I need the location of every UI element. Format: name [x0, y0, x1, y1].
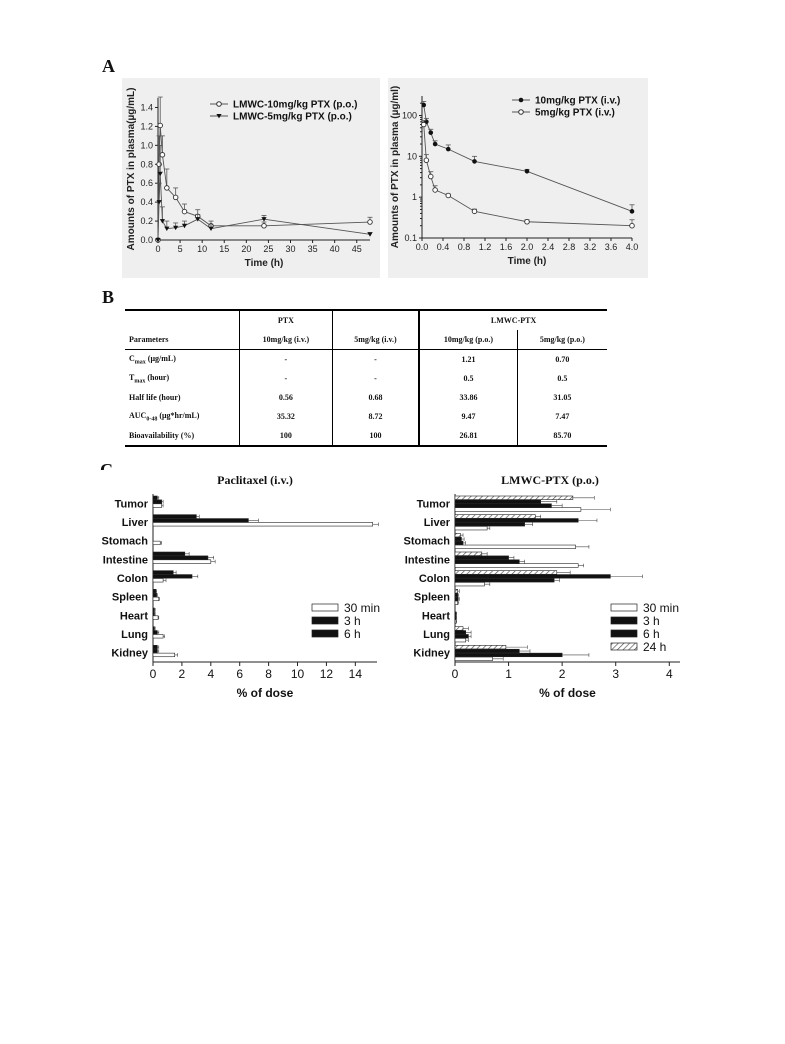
y-tick-label: 1.4: [140, 102, 153, 113]
table-cell: -: [332, 350, 419, 370]
y-tick-label: 0.0: [140, 235, 153, 245]
bar: [455, 564, 578, 568]
bar: [153, 500, 162, 504]
bar: [455, 589, 458, 593]
x-tick-label: 1.6: [499, 242, 513, 252]
bar: [153, 612, 154, 616]
chart-biodist-iv-svg: [100, 470, 390, 720]
bar: [153, 571, 173, 575]
bar: [153, 589, 156, 593]
table-cell: 100: [240, 426, 333, 446]
bar: [153, 634, 163, 638]
x-tick-label: 45: [351, 244, 362, 254]
data-point: [472, 209, 477, 214]
bar: [455, 522, 525, 526]
bar: [153, 631, 157, 635]
data-point: [208, 227, 213, 231]
bar: [455, 508, 581, 512]
chart-biodist-po: [395, 470, 695, 720]
legend-label: 6 h: [344, 627, 361, 641]
data-point: [160, 153, 165, 158]
x-tick-label: 12: [319, 667, 334, 681]
table-cell: 100: [332, 426, 419, 446]
table-cell: 31.05: [517, 388, 607, 407]
data-point: [472, 159, 477, 164]
y-tick-label: 10: [406, 151, 417, 162]
series-line: [424, 125, 632, 226]
legend-swatch: [312, 604, 338, 611]
col-header-ptx-10: 10mg/kg (i.v.): [240, 330, 333, 350]
bar: [153, 616, 158, 620]
x-tick-label: 5: [177, 244, 183, 254]
category-label: Heart: [119, 610, 148, 623]
legend-swatch: [611, 630, 637, 637]
legend-marker: [519, 98, 524, 103]
col-header-parameters: Parameters: [125, 330, 240, 350]
category-label: Stomach: [403, 535, 450, 548]
table-row-label: [125, 407, 240, 426]
row-label-text: AUC: [129, 410, 147, 420]
legend-label: 24 h: [643, 640, 667, 654]
category-label: Liver: [423, 517, 450, 529]
table-row-label: [125, 350, 240, 370]
bar: [153, 496, 157, 500]
category-label: Kidney: [111, 647, 148, 660]
bar: [455, 593, 458, 597]
bar: [455, 597, 458, 601]
bar: [455, 638, 466, 642]
data-point: [428, 174, 433, 179]
data-point: [262, 224, 267, 229]
table-cell: 0.68: [332, 388, 419, 407]
series-line: [158, 174, 370, 240]
bar: [153, 519, 248, 523]
bar: [153, 556, 208, 560]
bar: [153, 627, 154, 631]
bar: [153, 560, 211, 564]
x-tick-label: 3: [612, 667, 620, 681]
bar: [455, 519, 578, 523]
x-tick-label: 3.2: [583, 242, 597, 252]
y-tick-label: 0.1: [404, 233, 417, 243]
chart-pk-iv: [388, 78, 648, 278]
data-point: [433, 142, 438, 147]
bar: [153, 608, 154, 612]
bar: [455, 500, 541, 504]
bar: [455, 571, 557, 575]
bar: [153, 578, 163, 582]
bar: [455, 575, 610, 579]
bar: [153, 597, 159, 601]
col-header-lmwc-5: 5mg/kg (p.o.): [517, 330, 607, 350]
data-point: [173, 195, 178, 200]
bar: [455, 504, 551, 508]
x-tick-label: 0: [451, 667, 459, 681]
data-point: [424, 158, 429, 163]
x-tick-label: 30: [285, 244, 296, 254]
table-cell: 0.70: [517, 350, 607, 370]
row-label-unit: (hour): [145, 372, 170, 382]
x-tick-label: 0.0: [415, 242, 429, 252]
data-point: [421, 103, 426, 108]
legend-label: 3 h: [344, 614, 361, 628]
x-tick-label: 4.0: [625, 242, 639, 252]
table-cell: -: [332, 369, 419, 388]
x-tick-label: 1: [505, 667, 512, 681]
data-point: [630, 223, 635, 228]
data-point: [446, 147, 451, 152]
bar: [153, 649, 157, 653]
legend-marker: [217, 102, 222, 107]
x-tick-label: 20: [241, 244, 252, 254]
x-tick-label: 40: [329, 244, 340, 254]
bar: [455, 526, 487, 530]
table-cell: -: [240, 369, 333, 388]
bar: [455, 631, 466, 635]
x-tick-label: 4: [665, 667, 673, 681]
bar: [153, 575, 192, 579]
row-label-text: C: [129, 353, 135, 363]
data-point: [158, 123, 163, 128]
bar: [455, 634, 468, 638]
data-point: [157, 162, 162, 167]
category-label: Tumor: [416, 498, 450, 511]
legend-label: LMWC-10mg/kg PTX (p.o.): [233, 99, 358, 111]
series-line: [424, 105, 632, 211]
y-tick-label: 1: [411, 192, 417, 203]
row-label-unit: (μg/mL): [145, 353, 176, 363]
bar: [153, 593, 157, 597]
bar: [455, 616, 456, 620]
category-label: Colon: [116, 573, 148, 585]
table-cell: 0.5: [419, 369, 517, 388]
bar: [153, 541, 160, 545]
bar: [153, 645, 157, 649]
x-tick-label: 2.8: [562, 242, 576, 252]
bar: [153, 653, 175, 657]
bar: [455, 545, 576, 549]
bar: [455, 533, 460, 537]
x-tick-label: 25: [263, 244, 274, 254]
data-point: [433, 188, 438, 193]
data-point: [368, 220, 373, 225]
data-point: [525, 219, 530, 224]
col-header-ptx-5: 5mg/kg (i.v.): [332, 330, 419, 350]
y-tick-label: 0.8: [140, 159, 153, 170]
table-cell: 85.70: [517, 426, 607, 446]
category-label: Stomach: [101, 535, 148, 548]
x-tick-label: 10: [197, 244, 208, 254]
y-tick-label: 1.0: [140, 140, 153, 151]
y-tick-label: 1.2: [140, 121, 153, 132]
data-point: [367, 232, 372, 236]
category-label: Lung: [121, 629, 148, 641]
table-cell: 26.81: [419, 426, 517, 446]
data-point: [446, 193, 451, 198]
x-tick-label: 2.0: [520, 242, 534, 252]
bar: [455, 537, 461, 541]
category-label: Lung: [423, 629, 450, 641]
category-label: Liver: [121, 517, 148, 529]
group-header-empty: [332, 310, 419, 330]
legend-label: 10mg/kg PTX (i.v.): [535, 95, 621, 107]
legend-label: 30 min: [643, 601, 680, 615]
bar: [455, 620, 456, 624]
table-row-label: [125, 426, 240, 446]
row-label-sub: max: [134, 359, 146, 366]
chart-title: LMWC-PTX (p.o.): [501, 473, 599, 487]
bar: [455, 496, 573, 500]
legend-swatch: [611, 617, 637, 624]
col-header-lmwc-10: 10mg/kg (p.o.): [419, 330, 517, 350]
bar: [455, 627, 463, 631]
category-label: Spleen: [111, 591, 148, 604]
legend-swatch: [312, 617, 338, 624]
bar: [455, 649, 519, 653]
x-tick-label: 2: [178, 667, 186, 681]
legend-swatch: [611, 604, 637, 611]
row-label-unit: (μg*hr/mL): [157, 410, 200, 420]
bar: [455, 612, 456, 616]
table-cell: 7.47: [517, 407, 607, 426]
category-label: Kidney: [413, 647, 450, 660]
bar: [455, 515, 535, 519]
legend-label: LMWC-5mg/kg PTX (p.o.): [233, 111, 352, 123]
bar: [455, 645, 506, 649]
data-point: [630, 209, 635, 214]
table-cell: 1.21: [419, 350, 517, 370]
row-label-text: Bioavailability (%): [129, 431, 195, 440]
bar: [455, 560, 519, 564]
bar: [153, 504, 162, 508]
bar: [153, 522, 373, 526]
chart-pk-oral: [122, 78, 380, 278]
bar: [455, 657, 493, 661]
bar: [455, 601, 458, 605]
group-header-ptx: PTX: [240, 310, 333, 330]
x-tick-label: 4: [207, 667, 215, 681]
panel-label-a: A: [102, 56, 115, 76]
x-axis-label: % of dose: [539, 686, 596, 700]
x-tick-label: 2: [558, 667, 566, 681]
chart-pk-oral-svg: [122, 78, 380, 278]
bar: [455, 578, 554, 582]
data-point: [165, 186, 170, 191]
chart-biodist-po-svg: [395, 470, 695, 720]
table-corner: [125, 310, 240, 330]
x-tick-label: 10: [290, 667, 305, 681]
legend-label: 6 h: [643, 627, 660, 641]
y-tick-label: 0.4: [140, 197, 153, 208]
category-label: Intestine: [404, 554, 450, 567]
bar: [455, 582, 484, 586]
row-label-text: Half life (hour): [129, 393, 181, 402]
x-tick-label: 3.6: [604, 242, 618, 252]
table-cell: -: [240, 350, 333, 370]
row-label-sub: 0-48: [146, 416, 158, 423]
pk-parameters-table: [125, 309, 607, 447]
y-tick-label: 100: [401, 110, 417, 121]
bar: [455, 552, 482, 556]
legend-swatch: [611, 643, 637, 650]
row-label-sub: max: [134, 378, 146, 385]
bar: [455, 541, 463, 545]
x-axis-label: Time (h): [244, 258, 284, 269]
y-axis-label: Amounts of PTX in plasma(µg/mL): [126, 87, 137, 251]
data-point: [525, 169, 530, 174]
bar: [153, 552, 185, 556]
category-label: Intestine: [102, 554, 148, 567]
x-tick-label: 6: [236, 667, 244, 681]
legend-swatch: [312, 630, 338, 637]
bar: [455, 556, 509, 560]
row-label-text: T: [129, 372, 135, 382]
table-cell: 0.5: [517, 369, 607, 388]
table-cell: 33.86: [419, 388, 517, 407]
table-cell: 9.47: [419, 407, 517, 426]
table-cell: 35.32: [240, 407, 333, 426]
table-row-label: [125, 388, 240, 407]
x-tick-label: 14: [348, 667, 363, 681]
chart-biodist-iv: [100, 470, 390, 720]
y-axis-label: Amounts of PTX in plasma (µg/ml): [390, 85, 401, 249]
y-tick-label: 0.6: [140, 178, 153, 189]
category-label: Colon: [418, 573, 450, 585]
x-tick-label: 2.4: [541, 242, 555, 252]
x-tick-label: 8: [265, 667, 272, 681]
x-axis-label: % of dose: [236, 686, 294, 700]
x-tick-label: 35: [307, 244, 318, 254]
x-tick-label: 0: [155, 244, 161, 254]
panel-label-b: B: [102, 287, 115, 307]
x-axis-label: Time (h): [507, 256, 547, 267]
category-label: Tumor: [114, 498, 148, 511]
x-tick-label: 1.2: [478, 242, 492, 252]
legend-label: 3 h: [643, 614, 660, 628]
x-tick-label: 0.4: [436, 242, 450, 252]
table-row-label: [125, 369, 240, 388]
table-cell: 8.72: [332, 407, 419, 426]
data-point: [421, 122, 426, 127]
data-point: [428, 130, 433, 135]
category-label: Heart: [421, 610, 450, 623]
data-point: [160, 219, 165, 223]
x-tick-label: 0: [149, 667, 157, 681]
y-tick-label: 0.2: [140, 216, 153, 227]
legend-label: 5mg/kg PTX (i.v.): [535, 107, 615, 119]
chart-pk-iv-svg: [388, 78, 648, 278]
x-tick-label: 15: [219, 244, 230, 254]
table-cell: 0.56: [240, 388, 333, 407]
data-point: [182, 209, 187, 214]
chart-title: Paclitaxel (i.v.): [217, 473, 293, 487]
bar: [455, 653, 562, 657]
group-header-lmwc-ptx: LMWC-PTX: [419, 310, 607, 330]
bar: [153, 515, 196, 519]
x-tick-label: 0.8: [457, 242, 471, 252]
legend-label: 30 min: [344, 601, 381, 615]
category-label: Spleen: [413, 591, 450, 604]
legend-marker: [519, 110, 524, 115]
